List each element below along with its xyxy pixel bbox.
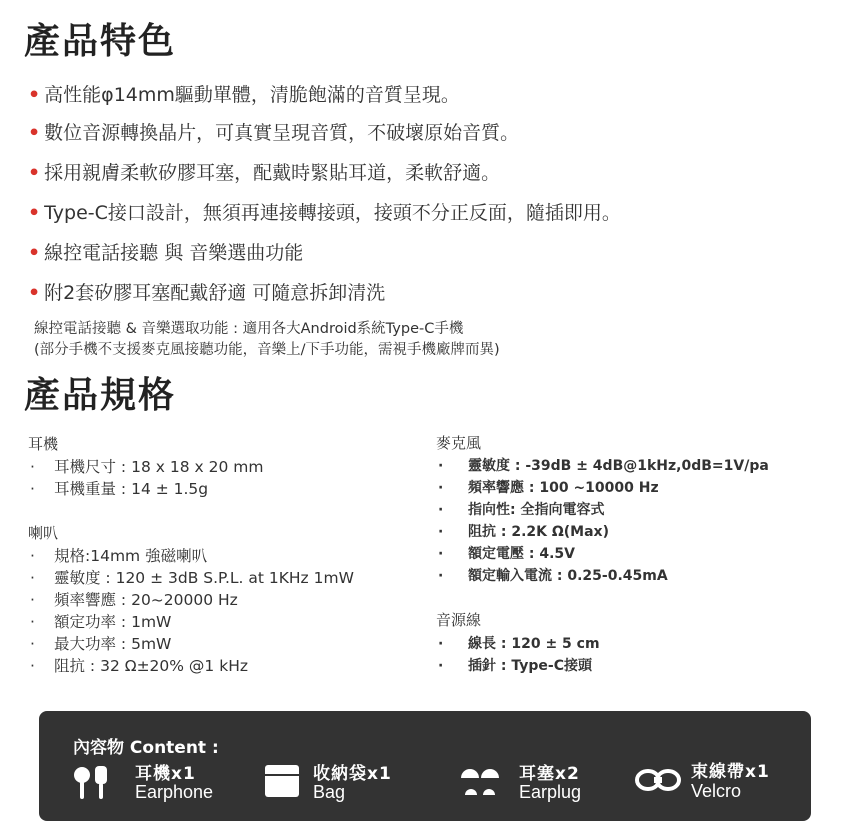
spec-text: 最大功率 : 5mW <box>54 635 172 653</box>
bullet-dot: · <box>30 480 35 498</box>
spec-text: 插針 : Type-C接頭 <box>468 658 592 674</box>
feature-item <box>28 284 385 303</box>
spec-text: 線長 : 120 ± 5 cm <box>468 636 600 652</box>
spec-text: 頻率響應 : 20~20000 Hz <box>54 591 238 609</box>
feature-item <box>28 244 303 263</box>
earphone-section-title: 耳機 <box>28 435 59 453</box>
bullet-dot: • <box>28 122 41 144</box>
content-item-zh: 耳機x1 <box>135 764 196 784</box>
bullet-dot: · <box>438 636 444 652</box>
bag-icon <box>265 765 301 801</box>
spec-item <box>438 499 769 521</box>
spec-item <box>438 655 600 677</box>
bullet-dot: · <box>438 524 444 540</box>
features-title: 產品特色 <box>24 21 177 62</box>
spec-text: 額定功率 : 1mW <box>54 613 172 631</box>
feature-text: 數位音源轉換晶片，可真實呈現音質，不破壞原始音質。 <box>44 122 520 144</box>
bullet-dot: · <box>30 569 35 587</box>
specs-title: 產品規格 <box>24 375 177 416</box>
spec-item <box>30 633 354 655</box>
feature-item <box>28 124 519 143</box>
spec-item <box>438 455 769 477</box>
bullet-dot: • <box>28 242 41 264</box>
package-contents-panel <box>39 711 811 821</box>
content-item-en: Earplug <box>519 782 582 802</box>
spec-text: 指向性: 全指向電容式 <box>468 502 605 518</box>
spec-item <box>30 611 354 633</box>
cable-section-title: 音源線 <box>436 611 482 629</box>
feature-text: 附2套矽膠耳塞配戴舒適 可隨意拆卸清洗 <box>44 282 386 304</box>
speaker-section-title: 喇叭 <box>28 524 59 542</box>
bullet-dot: · <box>438 502 444 518</box>
bullet-dot: · <box>30 591 35 609</box>
velcro-icon <box>635 767 681 797</box>
spec-item <box>438 633 600 655</box>
spec-text: 額定輸入電流 : 0.25-0.45mA <box>468 568 668 584</box>
spec-text: 耳機尺寸 : 18 x 18 x 20 mm <box>54 458 264 476</box>
spec-item <box>438 543 769 565</box>
feature-item <box>28 164 500 183</box>
content-item-en: Bag <box>313 782 346 802</box>
content-item-zh: 束線帶x1 <box>691 762 770 782</box>
package-contents-title: 內容物 Content : <box>73 738 219 758</box>
feature-text: 高性能φ14mm驅動單體，清脆飽滿的音質呈現。 <box>44 84 460 106</box>
spec-text: 耳機重量 : 14 ± 1.5g <box>54 480 209 498</box>
content-item-earphone <box>73 757 263 807</box>
content-item-en: Velcro <box>691 781 742 801</box>
microphone-section-title: 麥克風 <box>436 434 482 452</box>
content-item-velcro <box>635 757 805 807</box>
feature-item <box>28 86 460 105</box>
spec-item <box>30 589 354 611</box>
content-item-earplug <box>459 757 629 807</box>
spec-item <box>438 477 769 499</box>
spec-text: 靈敏度 : 120 ± 3dB S.P.L. at 1KHz 1mW <box>54 569 354 587</box>
content-item-zh: 收納袋x1 <box>313 764 392 784</box>
bullet-dot: · <box>438 480 444 496</box>
earphone-spec-list <box>30 456 263 500</box>
spec-item <box>30 567 354 589</box>
feature-item <box>28 204 621 223</box>
spec-text: 頻率響應 : 100 ~10000 Hz <box>468 480 659 496</box>
bullet-dot: · <box>30 657 35 675</box>
spec-text: 額定電壓 : 4.5V <box>468 546 575 562</box>
feature-text: Type-C接口設計，無須再連接轉接頭，接頭不分正反面，隨插即用。 <box>44 202 621 224</box>
spec-item <box>30 478 263 500</box>
spec-text: 阻抗 : 2.2K Ω(Max) <box>468 524 609 540</box>
bullet-dot: · <box>438 546 444 562</box>
bullet-dot: · <box>30 613 35 631</box>
spec-text: 規格:14mm 強磁喇叭 <box>54 547 208 565</box>
bullet-dot: • <box>28 84 41 106</box>
bullet-dot: · <box>438 568 444 584</box>
earplug-icon <box>459 763 501 801</box>
spec-item <box>30 655 354 677</box>
bullet-dot: · <box>30 547 35 565</box>
spec-item <box>438 565 769 587</box>
bullet-dot: · <box>30 458 35 476</box>
content-item-bag <box>265 757 445 807</box>
cable-spec-list <box>438 633 600 677</box>
spec-text: 阻抗 : 32 Ω±20% @1 kHz <box>54 657 248 675</box>
bullet-dot: · <box>438 658 444 674</box>
spec-item <box>30 456 263 478</box>
earphone-icon <box>73 763 115 805</box>
spec-item <box>30 545 354 567</box>
bullet-dot: · <box>438 458 444 474</box>
compatibility-note: 線控電話接聽 & 音樂選取功能 : 適用各大Android系統Type-C手機 <box>34 321 464 337</box>
bullet-dot: • <box>28 162 41 184</box>
spec-text: 靈敏度 : -39dB ± 4dB@1kHz,0dB=1V/pa <box>468 458 769 474</box>
microphone-spec-list <box>438 455 769 587</box>
content-item-en: Earphone <box>135 782 214 802</box>
bullet-dot: · <box>30 635 35 653</box>
spec-item <box>438 521 769 543</box>
bullet-dot: • <box>28 202 41 224</box>
bullet-dot: • <box>28 282 41 304</box>
speaker-spec-list <box>30 545 354 677</box>
compatibility-disclaimer: (部分手機不支援麥克風接聽功能，音樂上/下手功能，需視手機廠牌而異) <box>34 342 500 358</box>
content-item-zh: 耳塞x2 <box>519 764 580 784</box>
feature-text: 線控電話接聽 與 音樂選曲功能 <box>44 242 304 264</box>
feature-text: 採用親膚柔軟矽膠耳塞，配戴時緊貼耳道，柔軟舒適。 <box>44 162 501 184</box>
